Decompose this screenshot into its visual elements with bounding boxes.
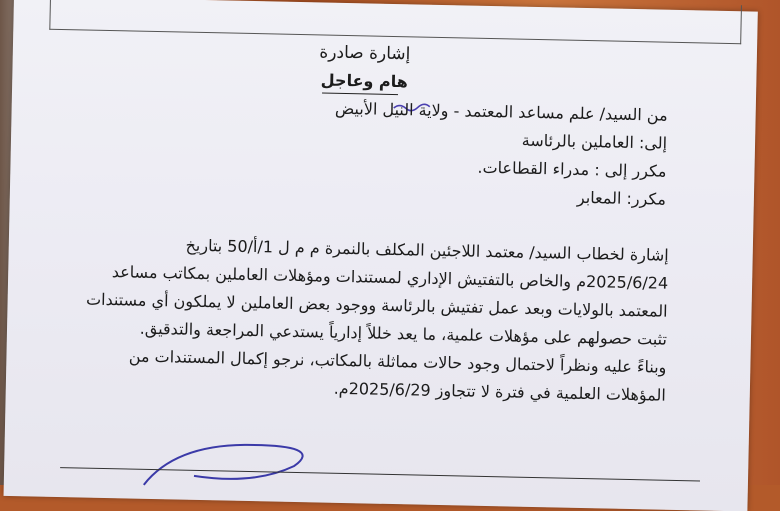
body-line: المؤهلات العلمية في فترة لا تتجاوز 2025/6/29م. — [333, 378, 666, 405]
signature — [134, 435, 345, 499]
sender-line: من السيد/ علم مساعد المعتمد - ولاية النيل الأبيض — [334, 98, 668, 125]
paper-document — [4, 0, 758, 511]
body-line: تثبت حصولهم على مؤهلات علمية، ما يعد خللاً إدارياً يستدعي المراجعة والتدقيق. — [139, 318, 668, 349]
recipient-line: إلى: العاملين بالرئاسة — [521, 130, 668, 153]
body-line: المعتمد بالولايات وبعد عمل تفتيش بالرئاسة ووجود بعض العاملين لا يملكون أي مستندات — [85, 289, 668, 321]
body-line: إشارة لخطاب السيد/ معتمد اللاجئين المكلف بالنمرة م م ل 1/أ/50 بتاريخ — [185, 235, 669, 265]
urgency-label: هام وعاجل — [320, 70, 409, 92]
body-line: 2025/6/24م والخاص بالتفتيش الإداري لمستندات ومؤهلات العاملين بمكاتب مساعد — [111, 262, 669, 293]
cc-line-2: مكرر: المعابر — [576, 187, 667, 209]
cc-line-1: مكرر إلى : مدراء القطاعات. — [477, 157, 667, 181]
body-line: وبناءً عليه ونظراً لاحتمال وجود حالات مماثلة بالمكاتب، نرجو إكمال المستندات من — [128, 346, 667, 377]
letterhead-box — [49, 0, 742, 44]
document-type-heading: إشارة صادرة — [319, 42, 411, 65]
urgency-underline — [322, 92, 398, 95]
